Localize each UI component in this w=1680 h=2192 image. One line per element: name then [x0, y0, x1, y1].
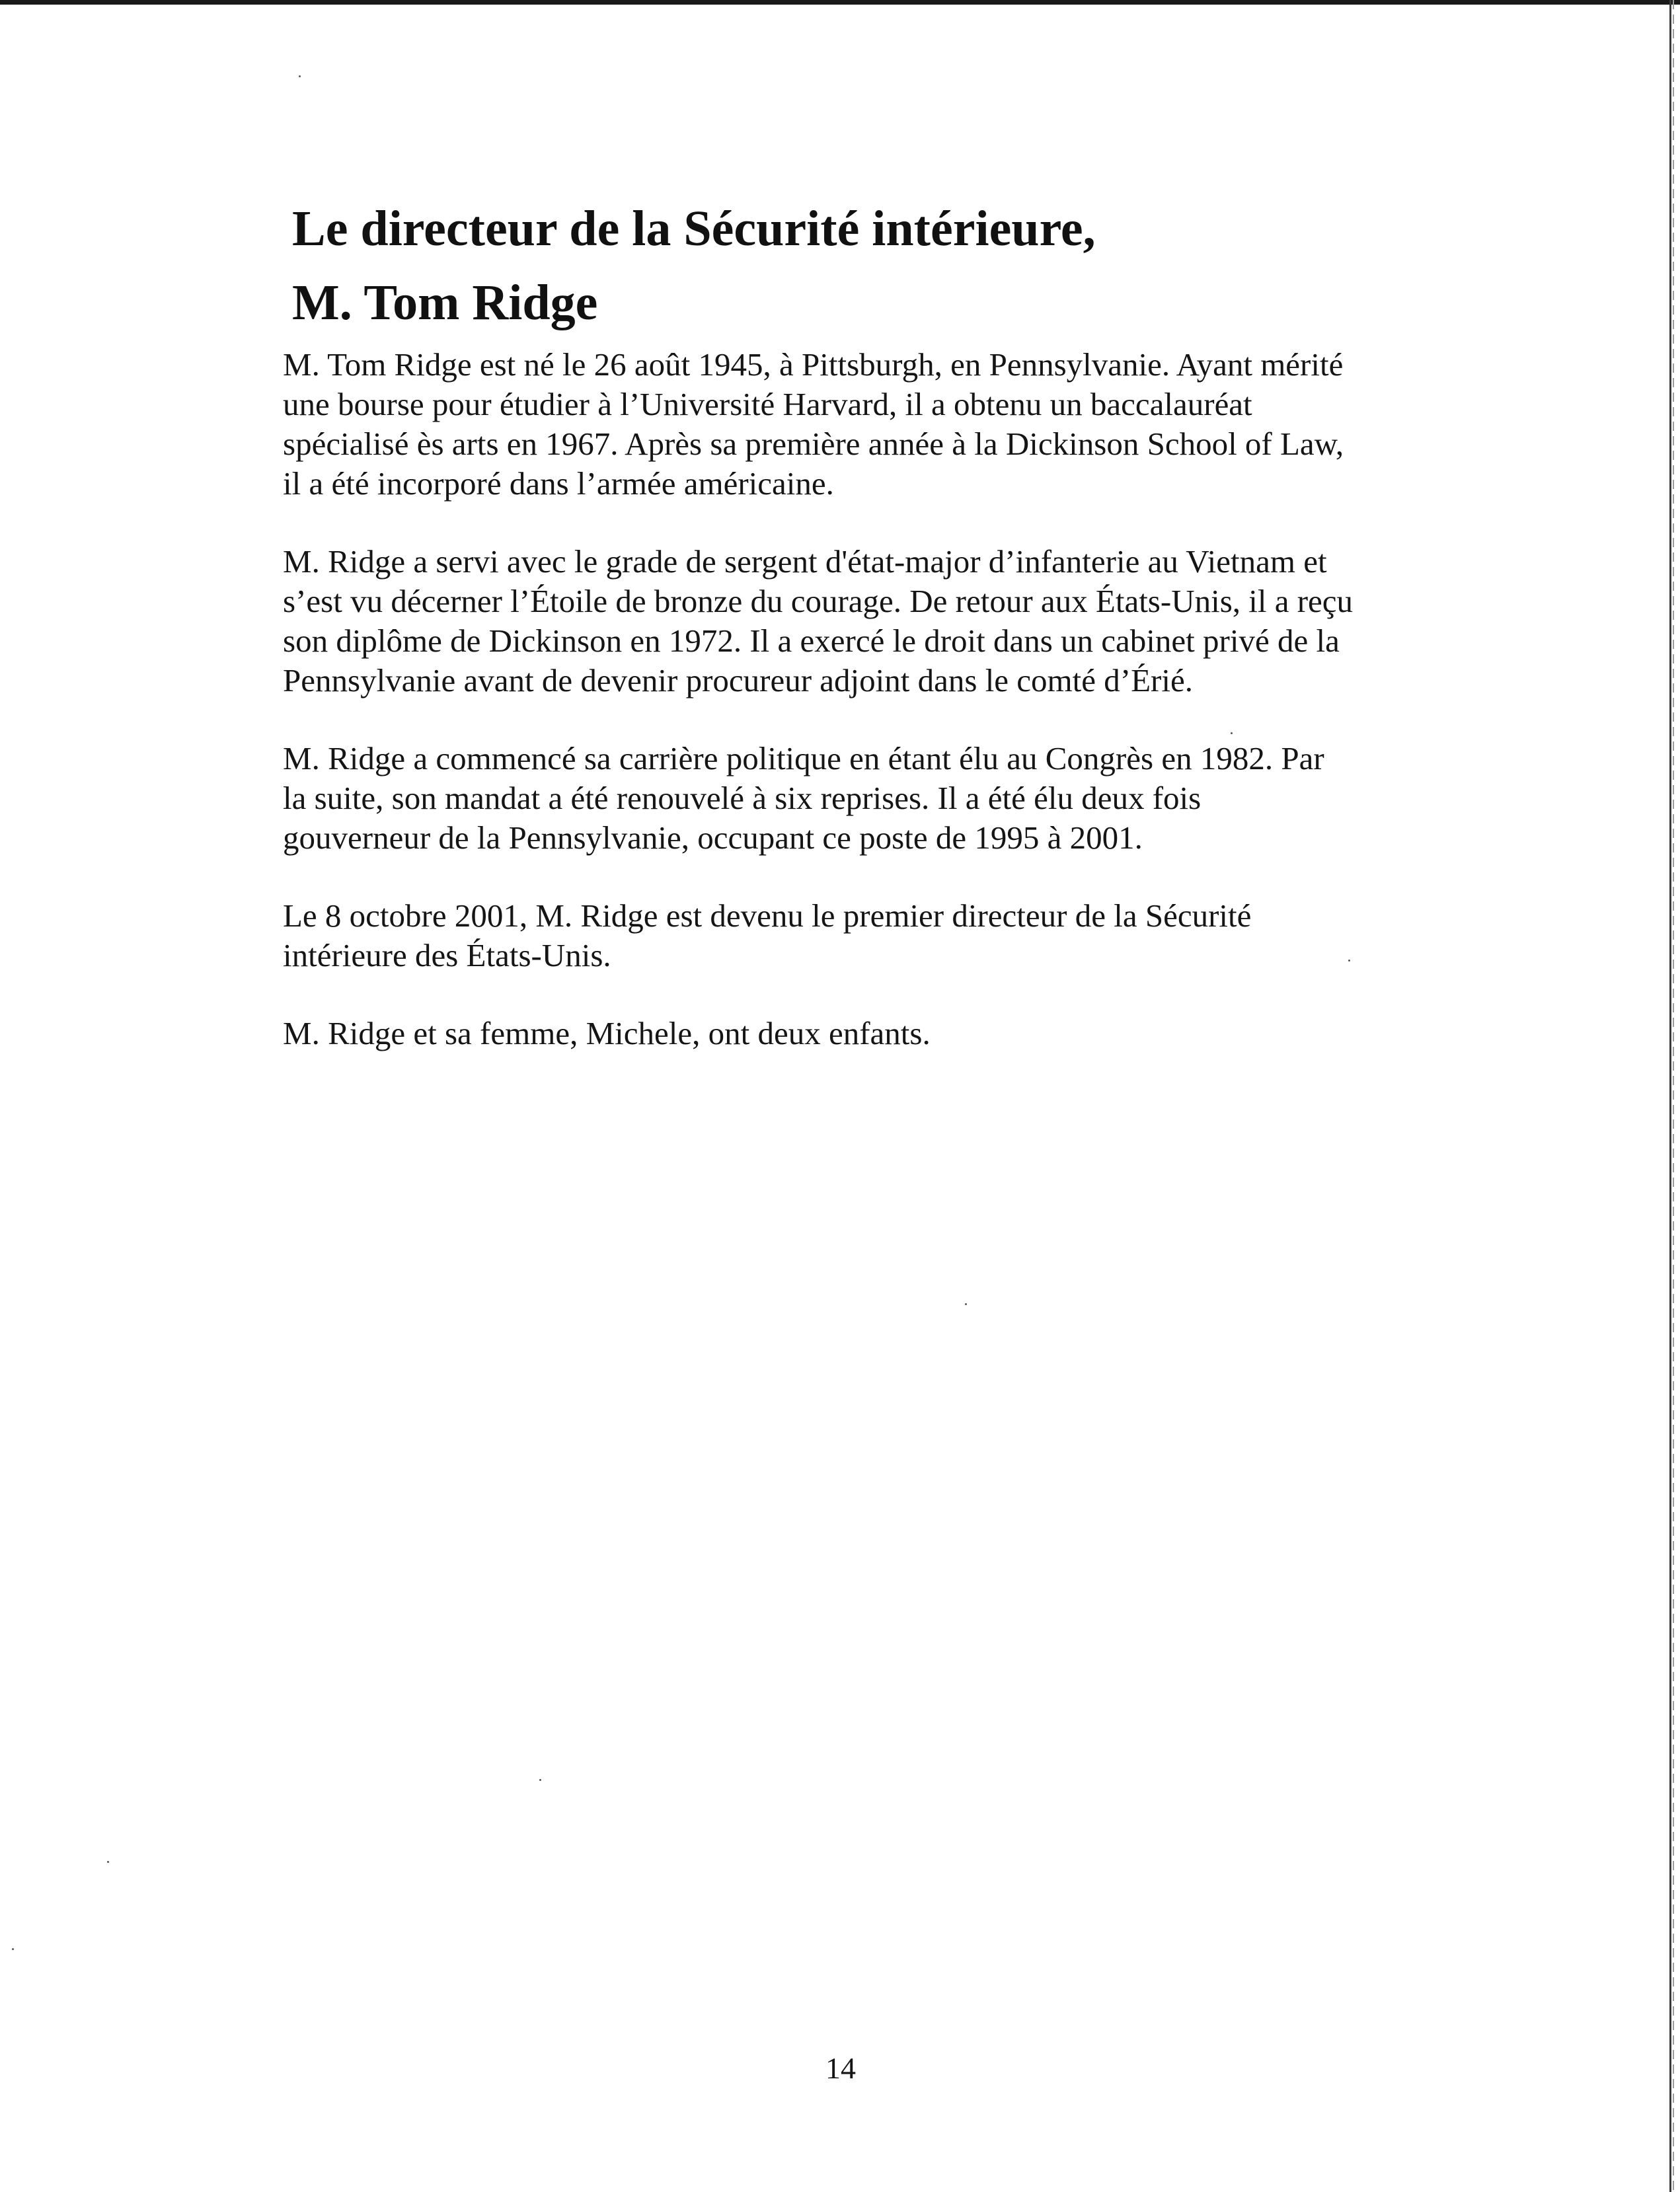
page-title-line-2: M. Tom Ridge — [292, 275, 598, 330]
paragraph-military-law — [283, 542, 1406, 700]
scan-right-edge-shadow — [1673, 0, 1674, 2192]
paragraph-homeland-security — [283, 896, 1406, 975]
paragraph-line: spécialisé ès arts en 1967. Après sa première année à la Dickinson School of Law, — [283, 426, 1344, 462]
scan-speck — [965, 1303, 967, 1305]
scan-right-edge — [1669, 0, 1671, 2192]
paragraph-line: la suite, son mandat a été renouvelé à six reprises. Il a été élu deux fois — [283, 780, 1202, 816]
paragraph-line: Pennsylvanie avant de devenir procureur adjoint dans le comté d’Érié. — [283, 662, 1193, 699]
paragraph-line: une bourse pour étudier à l’Université Harvard, il a obtenu un baccalauréat — [283, 386, 1252, 422]
scan-speck — [1231, 732, 1233, 734]
paragraph-line: intérieure des États-Unis. — [283, 937, 611, 973]
scan-speck — [1348, 960, 1350, 962]
paragraph-line: gouverneur de la Pennsylvanie, occupant ce poste de 1995 à 2001. — [283, 819, 1143, 856]
paragraph-line: Le 8 octobre 2001, M. Ridge est devenu le premier directeur de la Sécurité — [283, 897, 1252, 934]
paragraph-political-career — [283, 739, 1406, 858]
page-title — [292, 192, 1096, 340]
paragraph-line: M. Ridge et sa femme, Michele, ont deux enfants. — [283, 1015, 931, 1051]
scan-top-edge — [0, 0, 1680, 5]
page-title-line-1: Le directeur de la Sécurité intérieure, — [292, 201, 1096, 256]
paragraph-line: son diplôme de Dickinson en 1972. Il a exercé le droit dans un cabinet privé de la — [283, 623, 1340, 659]
paragraph-birth-education — [283, 345, 1406, 504]
page-number: 14 — [825, 2051, 856, 2085]
paragraph-line: M. Tom Ridge est né le 26 août 1945, à Pittsburgh, en Pennsylvanie. Ayant mérité — [283, 346, 1344, 383]
paragraph-line: M. Ridge a servi avec le grade de sergent d'état-major d’infanterie au Vietnam et — [283, 543, 1327, 580]
paragraph-line: il a été incorporé dans l’armée américaine. — [283, 465, 834, 502]
scan-speck — [539, 1779, 541, 1781]
paragraph-line: M. Ridge a commencé sa carrière politique en étant élu au Congrès en 1982. Par — [283, 740, 1324, 776]
scan-speck — [12, 1948, 14, 1950]
paragraph-line: s’est vu décerner l’Étoile de bronze du courage. De retour aux États-Unis, il a reçu — [283, 583, 1354, 619]
scan-speck — [107, 1861, 109, 1863]
scan-speck — [299, 75, 301, 77]
paragraph-family — [283, 1014, 1406, 1053]
